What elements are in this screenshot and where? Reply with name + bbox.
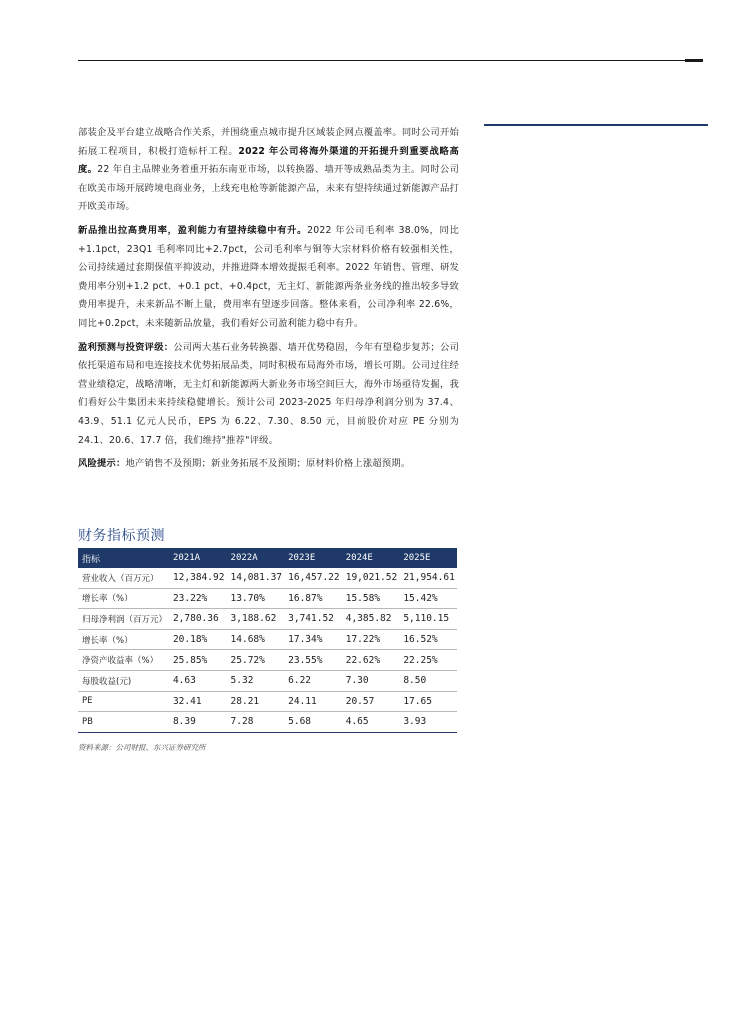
paragraph <box>78 455 459 474</box>
row-label: 归母净利润（百万元） <box>78 609 169 630</box>
row-label: 增长率（%） <box>78 629 169 650</box>
table-cell: 17.22% <box>342 629 400 650</box>
table-cell: 28.21 <box>227 691 285 712</box>
table-cell: 8.50 <box>399 670 457 691</box>
header-rule <box>78 60 703 61</box>
source-note: 资料来源：公司财报、东兴证券研究所 <box>78 743 206 752</box>
row-label: 营业收入（百万元） <box>78 568 169 588</box>
table-cell: 5.32 <box>227 670 285 691</box>
table-cell: 22.25% <box>399 650 457 671</box>
table-cell: 14.68% <box>227 629 285 650</box>
table-cell: 15.58% <box>342 588 400 609</box>
table-cell: 25.72% <box>227 650 285 671</box>
bold-text: 盈利预测与投资评级： <box>78 341 174 353</box>
row-label: PE <box>78 691 169 712</box>
table-row <box>78 712 457 733</box>
paragraph <box>78 222 459 334</box>
bold-text: 2022 年公司将海外渠道的开拓提升到重要战略高度。 <box>78 145 459 176</box>
table-cell: 5,110.15 <box>399 609 457 630</box>
table-cell: 4.63 <box>169 670 227 691</box>
table-cell: 15.42% <box>399 588 457 609</box>
table-body <box>78 568 457 732</box>
table-cell: 4.65 <box>342 712 400 733</box>
table-cell: 2,780.36 <box>169 609 227 630</box>
table-cell: 32.41 <box>169 691 227 712</box>
table-row <box>78 670 457 691</box>
table-cell: 22.62% <box>342 650 400 671</box>
sidebar-rule <box>484 124 708 126</box>
table-cell: 7.28 <box>227 712 285 733</box>
table-cell: 17.34% <box>284 629 342 650</box>
table-cell: 21,954.61 <box>399 568 457 588</box>
table-cell: 4,385.82 <box>342 609 400 630</box>
table-row <box>78 609 457 630</box>
column-header: 2022A <box>227 548 285 568</box>
text-run: 公司两大基石业务转换器、墙开优势稳固，今年有望稳步复苏；公司依托渠道布局和电连接技术优势拓展品类，同时积极布局海外市场，增长可期。公司过往经营业绩稳定，战略清晰，无主灯和新能源两大新业务市场空间巨大，海外市场亟待发掘，我们看好公牛集团未来持续稳健增长。预计公司 2023-2025 年归母净利润分别为 37.4、43.9、51.1 亿元人民币，EPS 为 6.22、7.30、8.50 元，目前股价对应 PE 分别为 24.1、20.6、17.7 倍，我们维持"推荐"评级。 <box>78 341 459 446</box>
row-label: 增长率（%） <box>78 588 169 609</box>
table-cell: 23.22% <box>169 588 227 609</box>
table-row <box>78 691 457 712</box>
table-cell: 6.22 <box>284 670 342 691</box>
table-cell: 8.39 <box>169 712 227 733</box>
table-cell: 16.87% <box>284 588 342 609</box>
paragraph <box>78 124 459 217</box>
column-header: 2025E <box>399 548 457 568</box>
table-cell: 25.85% <box>169 650 227 671</box>
table-row <box>78 568 457 588</box>
table-cell: 14,081.37 <box>227 568 285 588</box>
header-rule-accent <box>685 59 703 62</box>
text-run: 部装企及平台建立战略合作关系，并围绕重点城市提升区域装企网点覆盖率。同时公司开始拓展工程项目，积极打造标杆工程。 <box>78 127 459 157</box>
table-cell: 17.65 <box>399 691 457 712</box>
paragraph <box>78 339 459 451</box>
row-label: PB <box>78 712 169 733</box>
table-cell: 13.70% <box>227 588 285 609</box>
report-body <box>78 124 459 479</box>
table-cell: 3,188.62 <box>227 609 285 630</box>
text-run: 地产销售不及预期；新业务拓展不及预期；原材料价格上涨超预期。 <box>125 458 411 470</box>
bold-text: 新品推出拉高费用率，盈利能力有望持续稳中有升。 <box>78 224 308 236</box>
table-cell: 5.68 <box>284 712 342 733</box>
column-header: 指标 <box>78 548 169 568</box>
column-header: 2021A <box>169 548 227 568</box>
table-cell: 24.11 <box>284 691 342 712</box>
column-header: 2024E <box>342 548 400 568</box>
financial-forecast-table <box>78 548 457 733</box>
column-header: 2023E <box>284 548 342 568</box>
table-cell: 16,457.22 <box>284 568 342 588</box>
table-cell: 16.52% <box>399 629 457 650</box>
table-row <box>78 588 457 609</box>
table-cell: 12,384.92 <box>169 568 227 588</box>
text-run: 2022 年公司毛利率 38.0%，同比+1.1pct，23Q1 毛利率同比+2.7pct，公司毛利率与铜等大宗材料价格有较强相关性，公司持续通过套期保值平抑波动，并推进降本增效提振毛利率。2022 年销售、管理、研发费用率分别+1.2 pct、+0.1 pct、+0.4pct，无主灯、新能源两条业务线的推出较多导致费用率提升，未来新品不断上量，费用率有望逐步回落。整体来看，公司净利率 22.6%，同比+0.2pct，未来随新品放量，我们看好公司盈利能力稳中有升。 <box>78 224 459 329</box>
table-cell: 20.57 <box>342 691 400 712</box>
table-row <box>78 629 457 650</box>
row-label: 净资产收益率（%） <box>78 650 169 671</box>
table-row <box>78 650 457 671</box>
table-cell: 3.93 <box>399 712 457 733</box>
table-cell: 19,021.52 <box>342 568 400 588</box>
table-cell: 20.18% <box>169 629 227 650</box>
section-title: 财务指标预测 <box>78 528 165 544</box>
table-header-row <box>78 548 457 568</box>
row-label: 每股收益(元) <box>78 670 169 691</box>
table-cell: 23.55% <box>284 650 342 671</box>
text-run: 22 年自主品牌业务着重开拓东南亚市场，以转换器、墙开等成熟品类为主。同时公司在欧美市场开展跨境电商业务，上线充电枪等新能源产品，未来有望持续通过新能源产品打开欧美市场。 <box>78 164 459 213</box>
table-cell: 3,741.52 <box>284 609 342 630</box>
table-cell: 7.30 <box>342 670 400 691</box>
bold-text: 风险提示： <box>78 458 126 470</box>
